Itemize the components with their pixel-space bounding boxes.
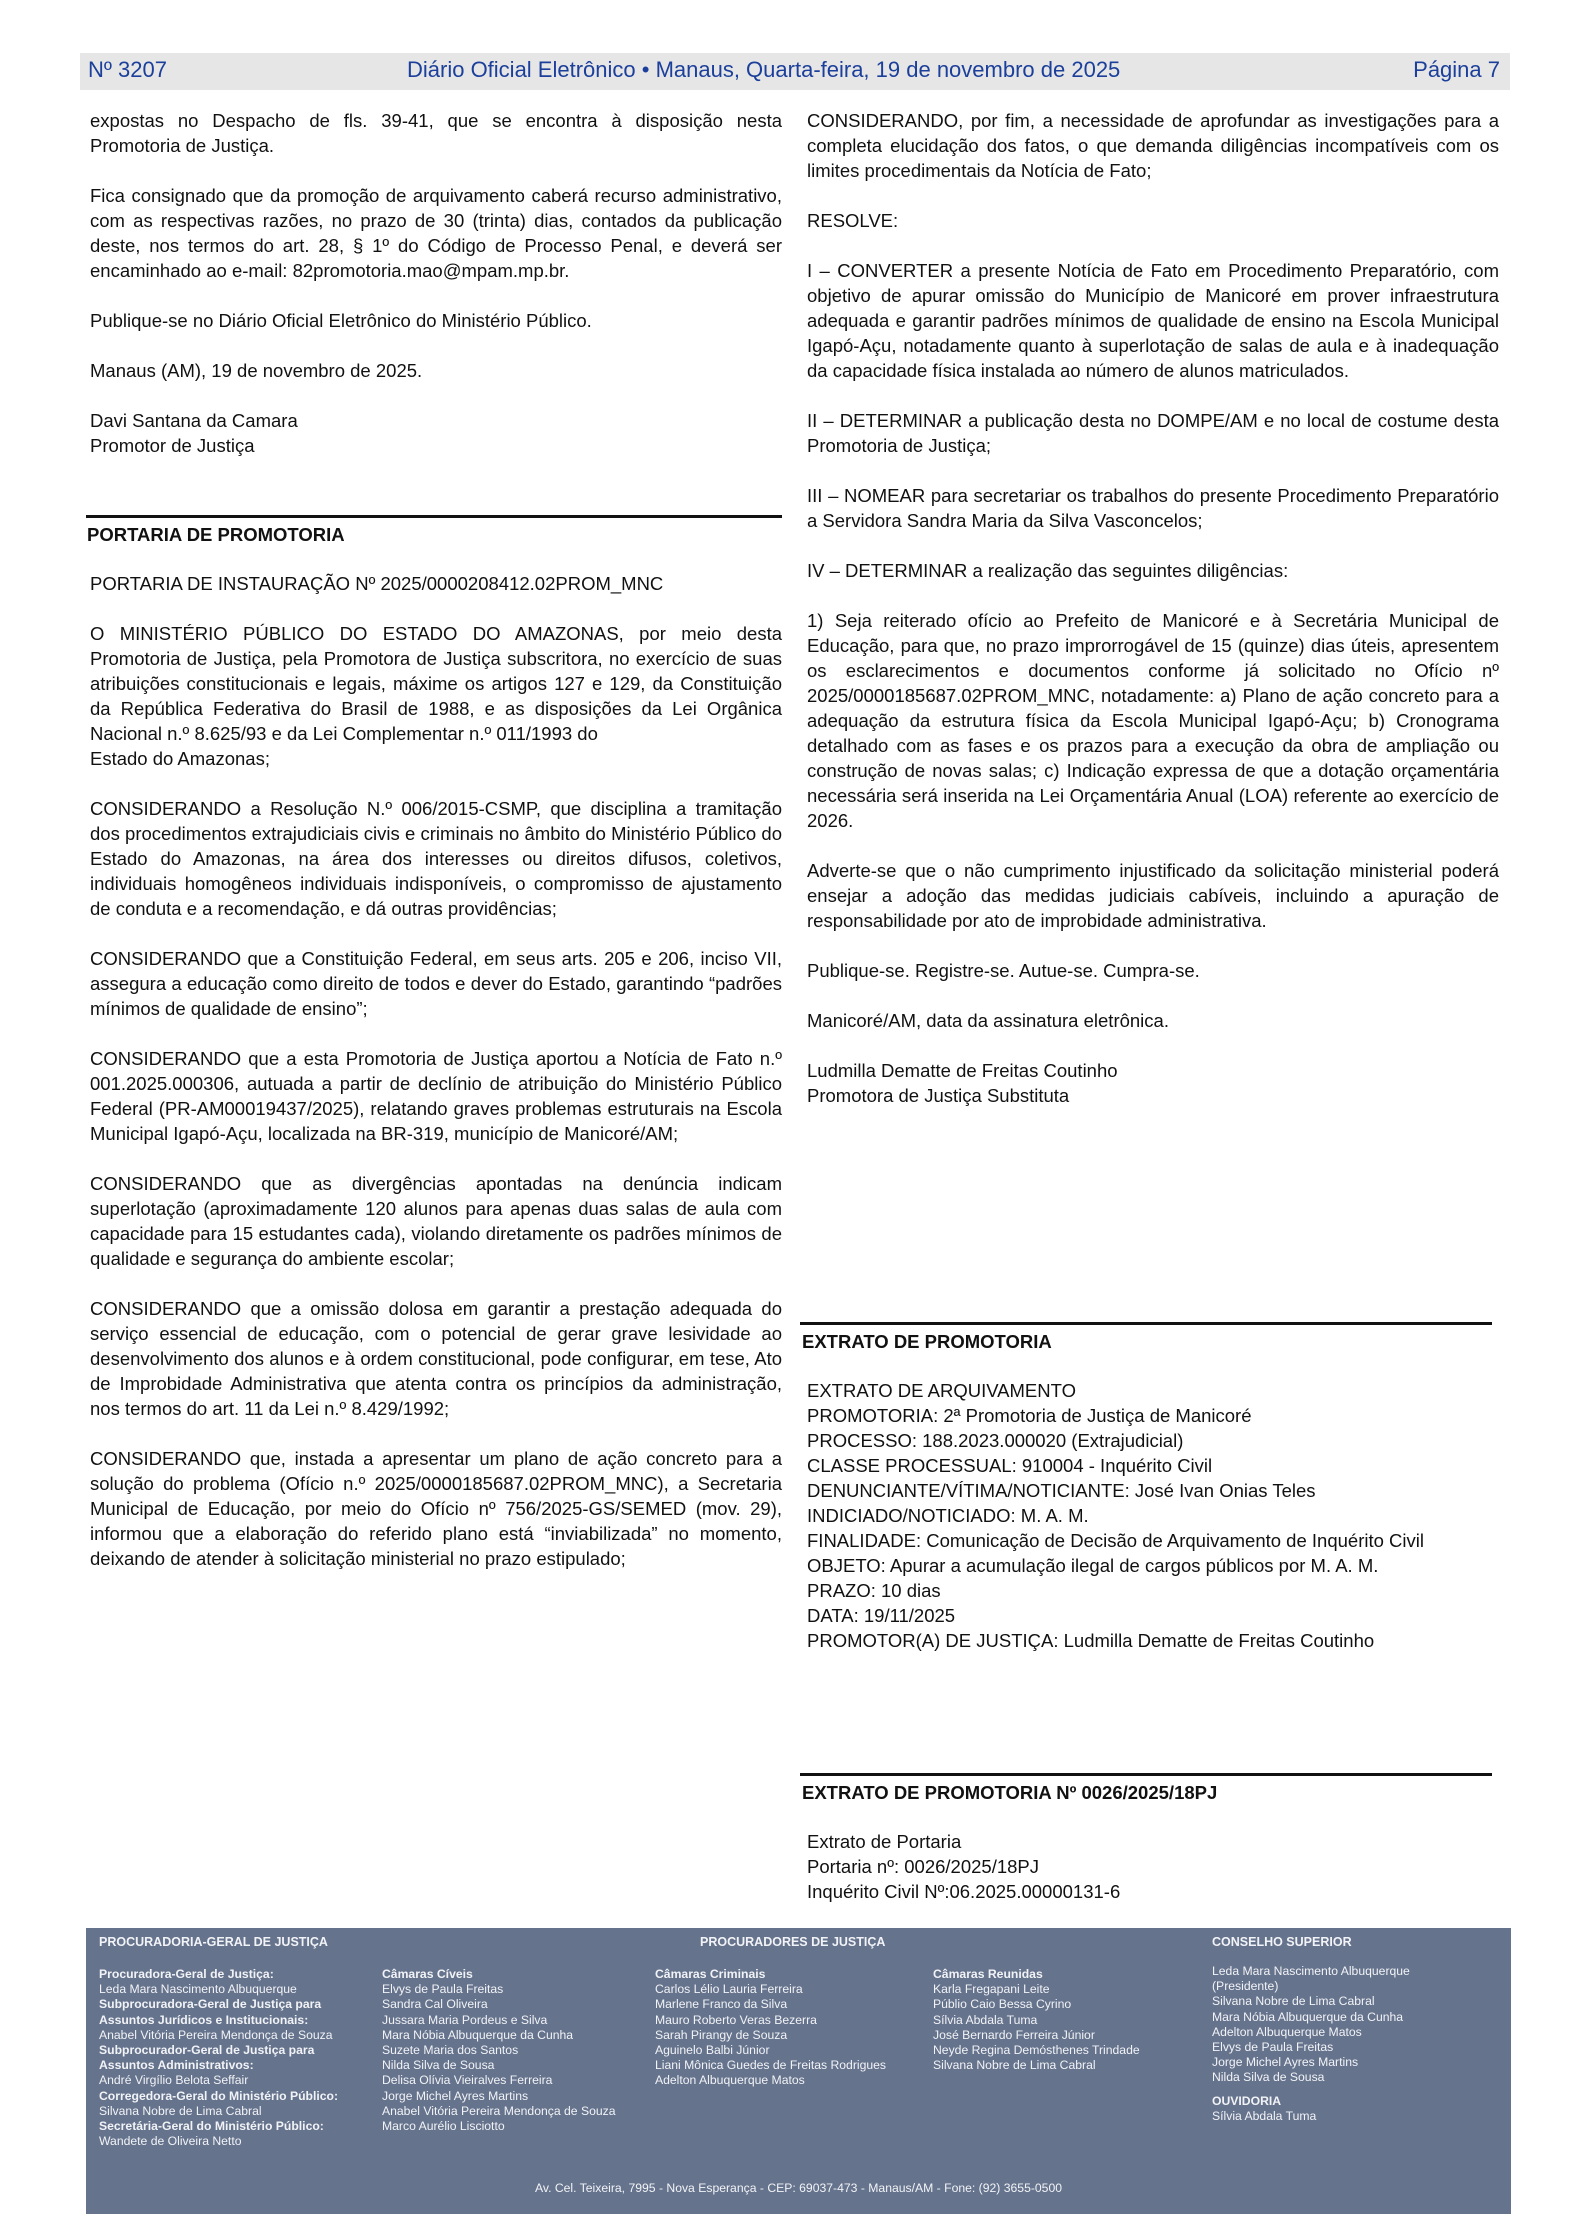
- left-column: [87, 108, 782, 1596]
- signer-name: Ludmilla Dematte de Freitas Coutinho: [807, 1060, 1118, 1081]
- paragraph: Adverte-se que o não cumprimento injustificado da solicitação ministerial poderá ensejar a adoção das medidas judiciais cabíveis, incluindo a apuração de responsabilidade por ato de improbidade administrativa.: [807, 860, 1499, 931]
- group-title: Câmaras Reunidas: [933, 1967, 1043, 1981]
- paragraph: Manaus (AM), 19 de novembro de 2025.: [90, 360, 423, 381]
- paragraph: O MINISTÉRIO PÚBLICO DO ESTADO DO AMAZONAS, por meio desta Promotoria de Justiça, pela Promotora de Justiça subscritora, no exercício de suas atribuições constitucionais e legais, máxime os artigos 127 e 129, da Constituição da República Federativa do Brasil de 1988, e as disposições da Lei Orgânica Nacional n.º 8.625/93 e da Lei Complementar n.º 011/1993 do: [90, 623, 782, 744]
- page-header: [80, 53, 1510, 90]
- paragraph: CONSIDERANDO, por fim, a necessidade de aprofundar as investigações para a completa elucidação dos fatos, o que demanda diligências incompatíveis com os limites procedimentais da Notícia de Fato;: [807, 110, 1499, 181]
- person-name: Suzete Maria dos Santos: [382, 2043, 519, 2058]
- extrato-line: FINALIDADE: Comunicação de Decisão de Arquivamento de Inquérito Civil: [807, 1530, 1424, 1551]
- person-name: Silvana Nobre de Lima Cabral: [1212, 1994, 1375, 2009]
- person-name: Anabel Vitória Pereira Mendonça de Souza: [99, 2027, 333, 2042]
- person-name: Jorge Michel Ayres Martins: [382, 2088, 529, 2103]
- person-name: Neyde Regina Demósthenes Trindade: [933, 2043, 1140, 2058]
- person-name: Karla Fregapani Leite: [933, 1982, 1050, 1997]
- extrato-line: EXTRATO DE ARQUIVAMENTO: [807, 1380, 1076, 1401]
- section-divider: [800, 1773, 1492, 1776]
- extrato-line: PRAZO: 10 dias: [807, 1580, 941, 1601]
- procuradores-title: PROCURADORES DE JUSTIÇA: [700, 1935, 886, 1949]
- person-name: Delisa Olívia Vieiralves Ferreira: [382, 2073, 553, 2088]
- extrato-line: Portaria nº: 0026/2025/18PJ: [807, 1856, 1039, 1877]
- person-name: José Bernardo Ferreira Júnior: [933, 2027, 1095, 2042]
- role-label: Subprocuradora-Geral de Justiça para Assuntos Jurídicos e Institucionais:: [99, 1997, 322, 2027]
- footer-address: Av. Cel. Teixeira, 7995 - Nova Esperança - CEP: 69037-473 - Manaus/AM - Fone: (92) 3655-0500: [534, 2181, 1063, 2195]
- paragraph: expostas no Despacho de fls. 39-41, que se encontra à disposição nesta Promotoria de Justiça.: [90, 110, 782, 156]
- extrato-line: INDICIADO/NOTICIADO: M. A. M.: [807, 1505, 1089, 1526]
- role-label: Secretária-Geral do Ministério Público:: [99, 2119, 324, 2134]
- extrato-line: DATA: 19/11/2025: [807, 1605, 956, 1626]
- pgj-list: [99, 1967, 369, 2149]
- paragraph: Publique-se. Registre-se. Autue-se. Cumpra-se.: [807, 960, 1200, 981]
- person-name: (Presidente): [1212, 1979, 1279, 1994]
- signer-name: Davi Santana da Camara: [90, 410, 298, 431]
- person-name: Adelton Albuquerque Matos: [1212, 2024, 1362, 2039]
- section-title: EXTRATO DE PROMOTORIA: [802, 1331, 1052, 1352]
- section-divider: [800, 1322, 1492, 1325]
- extrato-line: CLASSE PROCESSUAL: 910004 - Inquérito Civil: [807, 1455, 1213, 1476]
- page-number: Página 7: [1413, 57, 1500, 82]
- person-name: Leda Mara Nascimento Albuquerque: [1212, 1964, 1410, 1978]
- signer-role: Promotora de Justiça Substituta: [807, 1085, 1070, 1106]
- signer-role: Promotor de Justiça: [90, 435, 255, 456]
- paragraph: RESOLVE:: [807, 210, 899, 231]
- paragraph: Publique-se no Diário Oficial Eletrônico do Ministério Público.: [90, 310, 592, 331]
- person-name: Leda Mara Nascimento Albuquerque: [99, 1982, 297, 1997]
- extrato-line: Extrato de Portaria: [807, 1831, 962, 1852]
- role-label: Corregedora-Geral do Ministério Público:: [99, 2088, 339, 2103]
- person-name: Silvana Nobre de Lima Cabral: [99, 2103, 262, 2118]
- section-title: PORTARIA DE PROMOTORIA: [87, 524, 345, 545]
- publication-title: Diário Oficial Eletrônico • Manaus, Quarta-feira, 19 de novembro de 2025: [407, 57, 1121, 82]
- camaras-civeis: [382, 1967, 652, 2134]
- person-name: Marlene Franco da Silva: [655, 1997, 788, 2012]
- extrato-portaria-section: [800, 1773, 1492, 1904]
- paragraph: CONSIDERANDO a Resolução N.º 006/2015-CSMP, que disciplina a tramitação dos procedimentos extrajudiciais civis e criminais no âmbito do Ministério Público do Estado do Amazonas, na área dos interesses ou direitos difusos, coletivos, individuais homogêneos individuais indisponíveis, o compromisso de ajustamento de conduta e a recomendação, e dá outras providências;: [90, 798, 782, 919]
- person-name: Mara Nóbia Albuquerque da Cunha: [382, 2027, 574, 2042]
- paragraph: CONSIDERANDO que a Constituição Federal, em seus arts. 205 e 206, inciso VII, assegura a educação como direito de todos e dever do Estado, garantindo “padrões mínimos de qualidade de ensino”;: [90, 948, 782, 1019]
- person-name: Silvana Nobre de Lima Cabral: [933, 2058, 1096, 2073]
- person-name: Sílvia Abdala Tuma: [933, 2012, 1038, 2027]
- role-label: Procuradora-Geral de Justiça:: [99, 1967, 274, 1981]
- role-label: Subprocurador-Geral de Justiça para Assuntos Administrativos:: [99, 2043, 315, 2073]
- institutional-footer: [86, 1928, 1511, 2214]
- paragraph: Fica consignado que da promoção de arquivamento caberá recurso administrativo, com as respectivas razões, no prazo de 30 (trinta) dias, contados da publicação deste, nos termos do art. 28, § 1º do Código de Processo Penal, e deverá ser encaminhado ao e-mail: 82promotoria.mao@mpam.mp.br.: [90, 185, 782, 281]
- extrato-line: DENUNCIANTE/VÍTIMA/NOTICIANTE: José Ivan Onias Teles: [807, 1480, 1316, 1501]
- person-name: Marco Aurélio Lisciotto: [382, 2119, 505, 2134]
- extrato-line: PROCESSO: 188.2023.000020 (Extrajudicial): [807, 1430, 1184, 1451]
- paragraph: IV – DETERMINAR a realização das seguintes diligências:: [807, 560, 1289, 581]
- person-name: Sandra Cal Oliveira: [382, 1997, 488, 2012]
- paragraph: Manicoré/AM, data da assinatura eletrônica.: [807, 1010, 1169, 1031]
- person-name: Elvys de Paula Freitas: [1212, 2040, 1334, 2055]
- person-name: André Virgílio Belota Seffair: [99, 2073, 249, 2088]
- person-name: Liani Mônica Guedes de Freitas Rodrigues: [655, 2058, 887, 2073]
- person-name: Jussara Maria Pordeus e Silva: [382, 2012, 548, 2027]
- paragraph: CONSIDERANDO que a esta Promotoria de Justiça aportou a Notícia de Fato n.º 001.2025.000306, autuada a partir de declínio de atribuição do Ministério Público Federal (PR-AM00019437/2025), relatando graves problemas estruturais na Escola Municipal Igapó-Açu, localizada na BR-319, município de Manicoré/AM;: [90, 1048, 782, 1144]
- extrato-line: Inquérito Civil Nº:06.2025.00000131-6: [807, 1881, 1121, 1902]
- conselho-list: [1212, 1964, 1472, 2124]
- camaras-reunidas: [933, 1967, 1203, 2073]
- conselho-title: CONSELHO SUPERIOR: [1212, 1935, 1352, 1949]
- pgj-title: PROCURADORIA-GERAL DE JUSTIÇA: [99, 1935, 328, 1949]
- paragraph: CONSIDERANDO que as divergências apontadas na denúncia indicam superlotação (aproximadamente 120 alunos para apenas duas salas de aula com capacidade para 15 estudantes cada), violando diretamente os padrões mínimos de qualidade e segurança do ambiente escolar;: [90, 1173, 782, 1269]
- person-name: Mara Nóbia Albuquerque da Cunha: [1212, 2009, 1404, 2024]
- person-name: Wandete de Oliveira Netto: [99, 2134, 242, 2149]
- paragraph: II – DETERMINAR a publicação desta no DOMPE/AM e no local de costume desta Promotoria de Justiça;: [807, 410, 1499, 456]
- group-title: Câmaras Criminais: [655, 1967, 766, 1981]
- person-name: Sarah Pirangy de Souza: [655, 2027, 788, 2042]
- document-title: PORTARIA DE INSTAURAÇÃO Nº 2025/0000208412.02PROM_MNC: [90, 573, 664, 594]
- person-name: Nilda Silva de Sousa: [1212, 2070, 1325, 2085]
- person-name: Sílvia Abdala Tuma: [1212, 2108, 1317, 2123]
- paragraph: CONSIDERANDO que, instada a apresentar um plano de ação concreto para a solução do problema (Ofício n.º 2025/0000185687.02PROM_MNC), a Secretaria Municipal de Educação, por meio do Ofício nº 756/2025-GS/SEMED (mov. 29), informou que a elaboração do referido plano está “inviabilizada” no momento, deixando de atender à solicitação ministerial no prazo estipulado;: [90, 1448, 782, 1569]
- person-name: Aguinelo Balbi Júnior: [655, 2043, 770, 2058]
- right-column: [807, 108, 1499, 1108]
- person-name: Anabel Vitória Pereira Mendonça de Souza: [382, 2103, 616, 2118]
- paragraph: III – NOMEAR para secretariar os trabalhos do presente Procedimento Preparatório a Servidora Sandra Maria da Silva Vasconcelos;: [807, 485, 1499, 531]
- person-name: Elvys de Paula Freitas: [382, 1982, 504, 1997]
- person-name: Adelton Albuquerque Matos: [655, 2073, 805, 2088]
- paragraph: CONSIDERANDO que a omissão dolosa em garantir a prestação adequada do serviço essencial de educação, com o potencial de gerar grave lesividade ao desenvolvimento dos alunos e à ordem constitucional, pode configurar, em tese, Ato de Improbidade Administrativa que atenta contra os princípios da administração, nos termos do art. 11 da Lei n.º 8.429/1992;: [90, 1298, 782, 1419]
- paragraph: I – CONVERTER a presente Notícia de Fato em Procedimento Preparatório, com objetivo de apurar omissão do Município de Manicoré em prover infraestrutura adequada e garantir padrões mínimos de qualidade de ensino na Escola Municipal Igapó-Açu, notadamente quanto à superlotação de salas de aula e à inadequação da capacidade física instalada ao número de alunos matriculados.: [807, 260, 1499, 381]
- issue-number: Nº 3207: [88, 57, 167, 82]
- extrato-line: PROMOTORIA: 2ª Promotoria de Justiça de Manicoré: [807, 1405, 1252, 1426]
- ouvidoria-title: OUVIDORIA: [1212, 2093, 1282, 2108]
- person-name: Carlos Lélio Lauria Ferreira: [655, 1982, 803, 1997]
- extrato-arquivamento-section: [800, 1322, 1492, 1653]
- camaras-criminais: [655, 1967, 925, 2089]
- section-title: EXTRATO DE PROMOTORIA Nº 0026/2025/18PJ: [802, 1782, 1218, 1803]
- person-name: Públio Caio Bessa Cyrino: [933, 1997, 1072, 2012]
- group-title: Câmaras Cíveis: [382, 1967, 473, 1981]
- extrato-line: PROMOTOR(A) DE JUSTIÇA: Ludmilla Dematte de Freitas Coutinho: [807, 1630, 1375, 1651]
- extrato-line: OBJETO: Apurar a acumulação ilegal de cargos públicos por M. A. M.: [807, 1555, 1379, 1576]
- person-name: Mauro Roberto Veras Bezerra: [655, 2012, 817, 2027]
- section-divider: [86, 515, 782, 518]
- paragraph: Estado do Amazonas;: [90, 748, 270, 769]
- paragraph: 1) Seja reiterado ofício ao Prefeito de Manicoré e à Secretária Municipal de Educação, para que, no prazo improrrogável de 15 (quinze) dias úteis, apresentem os esclarecimentos e documentos conforme já solicitado no Ofício nº 2025/0000185687.02PROM_MNC, notadamente: a) Plano de ação concreto para a adequação da estrutura física da Escola Municipal Igapó-Açu; b) Cronograma detalhado com as fases e os prazos para a execução da obra de ampliação ou construção de novas salas; c) Indicação expressa de que a dotação orçamentária necessária será inserida na Lei Orçamentária Anual (LOA) referente ao exercício de 2026.: [807, 610, 1499, 831]
- person-name: Jorge Michel Ayres Martins: [1212, 2055, 1359, 2070]
- person-name: Nilda Silva de Sousa: [382, 2058, 495, 2073]
